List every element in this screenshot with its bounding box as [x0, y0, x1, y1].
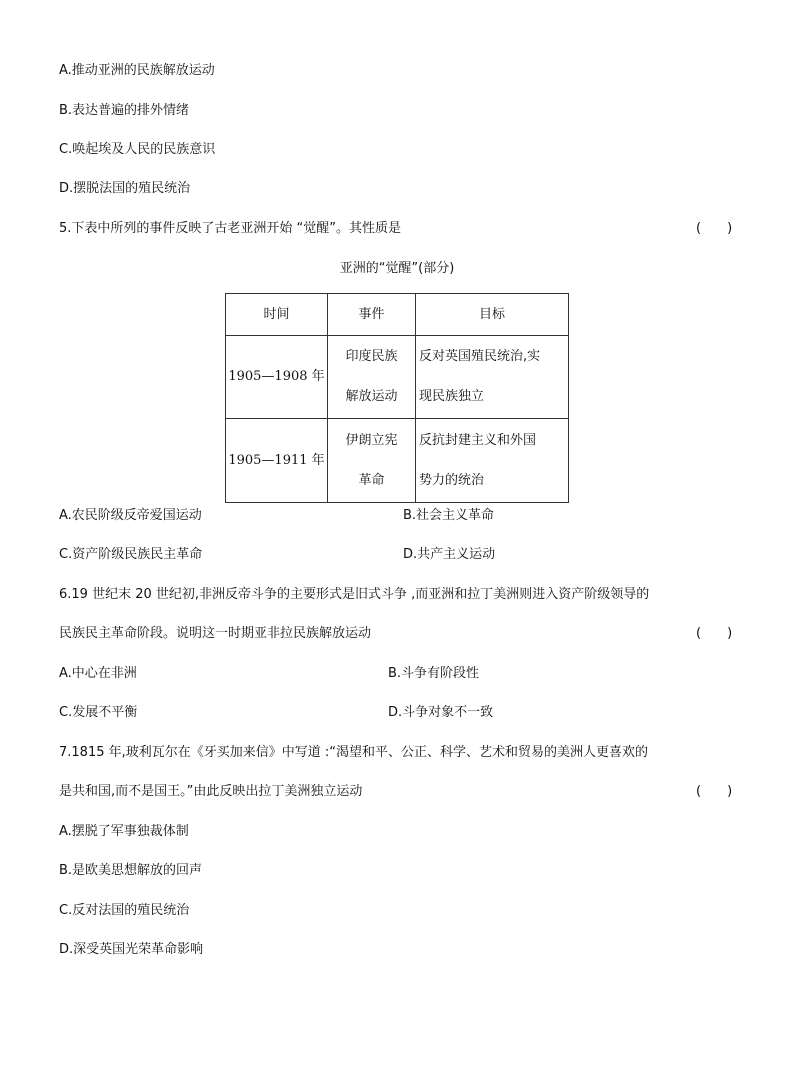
- table-row: [226, 336, 569, 419]
- header-event: 事件: [328, 294, 416, 336]
- q5-stem: 5.下表中所列的事件反映了古老亚洲开始 “觉醒”。其性质是: [59, 221, 402, 236]
- row2-event: [328, 419, 416, 503]
- q5-option-c: C.资产阶级民族民主革命: [59, 547, 203, 562]
- header-goal: 目标: [416, 294, 569, 336]
- q7-option-a: A.摆脱了军事独裁体制: [59, 824, 189, 839]
- row2-time: 1905—1911 年: [226, 419, 328, 503]
- q5-table-caption: 亚洲的“觉醒”(部分): [339, 261, 455, 276]
- q7-stem-line1: 7.1815 年,玻利瓦尔在《牙买加来信》中写道 :“渴望和平、公正、科学、艺术和贸易的美洲人更喜欢的: [59, 745, 648, 760]
- table-row: [226, 419, 569, 503]
- q6-stem-line2: 民族民主革命阶段。说明这一时期亚非拉民族解放运动: [59, 626, 372, 641]
- q6-option-b: B.斗争有阶段性: [388, 666, 480, 681]
- row1-time: 1905—1908 年: [226, 336, 328, 419]
- row1-goal: [416, 336, 569, 419]
- q5-option-b: B.社会主义革命: [403, 508, 495, 523]
- q7-option-d: D.深受英国光荣革命影响: [59, 942, 204, 957]
- q6-option-c: C.发展不平衡: [59, 705, 138, 720]
- q7-stem-line2: 是共和国,而不是国王。”由此反映出拉丁美洲独立运动: [59, 784, 363, 799]
- row2-event-line1: 伊朗立宪: [345, 432, 398, 448]
- q4-option-a: A.推动亚洲的民族解放运动: [59, 63, 215, 78]
- q7-option-c: C.反对法国的殖民统治: [59, 903, 190, 918]
- q5-table: [225, 293, 569, 503]
- row1-event: [328, 336, 416, 419]
- row2-goal-line1: 反抗封建主义和外国: [419, 432, 537, 448]
- q6-option-d: D.斗争对象不一致: [388, 705, 494, 720]
- q5-option-d: D.共产主义运动: [403, 547, 496, 562]
- q7-option-b: B.是欧美思想解放的回声: [59, 863, 203, 878]
- row1-goal-line2: 现民族独立: [419, 389, 485, 404]
- q5-option-a: A.农民阶级反帝爱国运动: [59, 508, 202, 523]
- row1-event-line2: 解放运动: [345, 389, 398, 404]
- header-time: 时间: [226, 294, 328, 336]
- q4-option-d: D.摆脱法国的殖民统治: [59, 181, 191, 196]
- row2-goal: [416, 419, 569, 503]
- q5-answer-paren: ( ): [696, 221, 733, 236]
- row2-event-line2: 革命: [358, 472, 385, 488]
- q6-stem-line1: 6.19 世纪末 20 世纪初,非洲反帝斗争的主要形式是旧式斗争 ,而亚洲和拉丁美洲则进入资产阶级领导的: [59, 587, 650, 602]
- q4-option-b: B.表达普遍的排外情绪: [59, 103, 190, 118]
- q6-answer-paren: ( ): [696, 626, 733, 641]
- table-header-row: [226, 294, 569, 336]
- q7-answer-paren: ( ): [696, 784, 733, 799]
- row1-goal-line1: 反对英国殖民统治,实: [419, 349, 541, 364]
- row1-event-line1: 印度民族: [345, 349, 398, 364]
- q6-option-a: A.中心在非洲: [59, 666, 137, 681]
- q4-option-c: C.唤起埃及人民的民族意识: [59, 142, 216, 157]
- row2-goal-line2: 势力的统治: [419, 472, 485, 488]
